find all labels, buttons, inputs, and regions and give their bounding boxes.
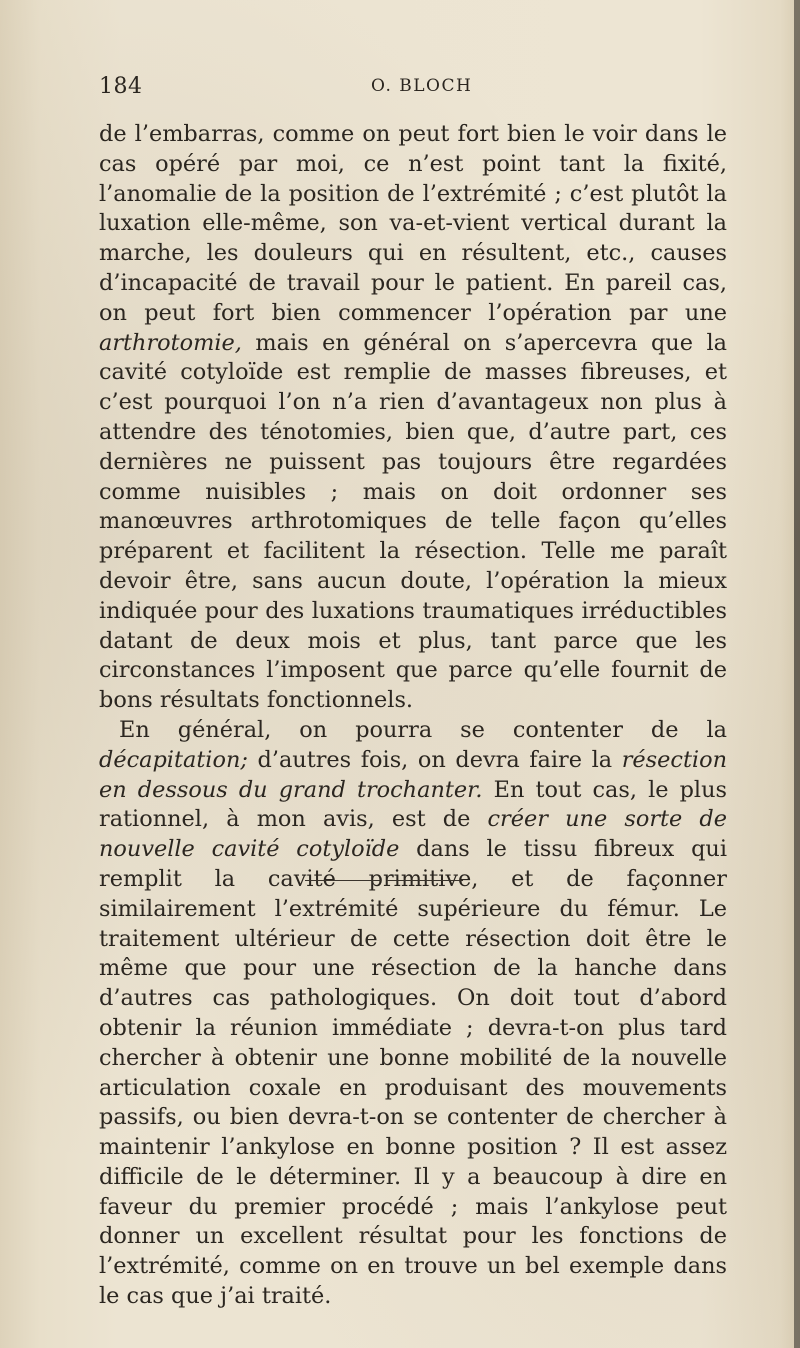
paragraph-1-text-a: de l’embarras, comme on peut fort bien le voir dans le cas opéré par moi, ce n’est point tant la fixité, l’anomalie de la position de l’extrémité ; c’est plutôt la luxation elle-même, son va-et-vient vertical durant la marche, les douleurs qui en résultent, etc., causes d’incapacité de travail pour le patient. En pareil cas, on peut fort bien commencer l’opération par une: [99, 121, 727, 326]
page-number: 184: [99, 74, 143, 99]
paragraph-2-text-c: En tout cas, le plus rationnel, à mon avis, est de: [99, 776, 728, 833]
italic-nouvelle-cavite: créer une sorte de nouvelle cavité cotyloïde: [99, 806, 727, 863]
paragraph-1: [99, 120, 727, 716]
paragraph-2: [99, 716, 727, 1312]
paragraph-2-text-a: En général, on pourra se contenter de la: [119, 716, 727, 743]
page-header: [99, 74, 729, 108]
body-text: [99, 120, 727, 1312]
paragraph-2-text-d: dans le tissu fibreux qui remplit la cavité primitive, et de façonner similairement l’extrémité supérieure du fémur. Le traitement ultérieur de cette résection doit être le même que pour une résection de la hanche dans d’autres cas pathologiques. On doit tout d’abord obtenir la réunion immédiate ; devra-t-on plus tard chercher à obtenir une bonne mobilité de la nouvelle articulation coxale en produisant des mouvements passifs, ou bien devra-t-on se contenter de chercher à maintenir l’ankylose en bonne position ? Il est assez difficile de le déterminer. Il y a beaucoup à dire en faveur du premier procédé ; mais l’ankylose peut donner un excellent résultat pour les fonctions de l’extrémité, comme on en trouve un bel exemple dans le cas que j’ai traité.: [99, 836, 727, 1310]
end-rule-left: [305, 880, 381, 881]
running-head: O. BLOCH: [371, 76, 473, 96]
paragraph-2-text-b: d’autres fois, on devra faire la: [247, 746, 622, 773]
end-rule-right: [387, 880, 463, 881]
page-edge-shadow: [794, 0, 800, 1348]
paragraph-1-text-b: mais en général on s’apercevra que la cavité cotyloïde est remplie de masses fibreuses, et c’est pourquoi l’on n’a rien d’avantageux non plus à attendre des ténotomies, bien que, d’autre part, ces dernières ne puissent pas toujours être regardées comme nuisibles ; mais on doit ordonner ses manœuvres arthrotomiques de telle façon qu’elles préparent et facilitent la résection. Telle me paraît devoir être, sans aucun doute, l’opération la mieux indiquée pour des luxations traumatiques irréductibles datant de deux mois et plus, tant parce que les circonstances l’imposent que parce qu’elle fournit de bons résultats fonctionnels.: [99, 329, 727, 714]
italic-arthrotomie: arthrotomie,: [99, 329, 242, 356]
italic-resection: résection en dessous du grand trochanter.: [99, 746, 727, 803]
italic-decapitation: décapitation;: [99, 746, 248, 773]
